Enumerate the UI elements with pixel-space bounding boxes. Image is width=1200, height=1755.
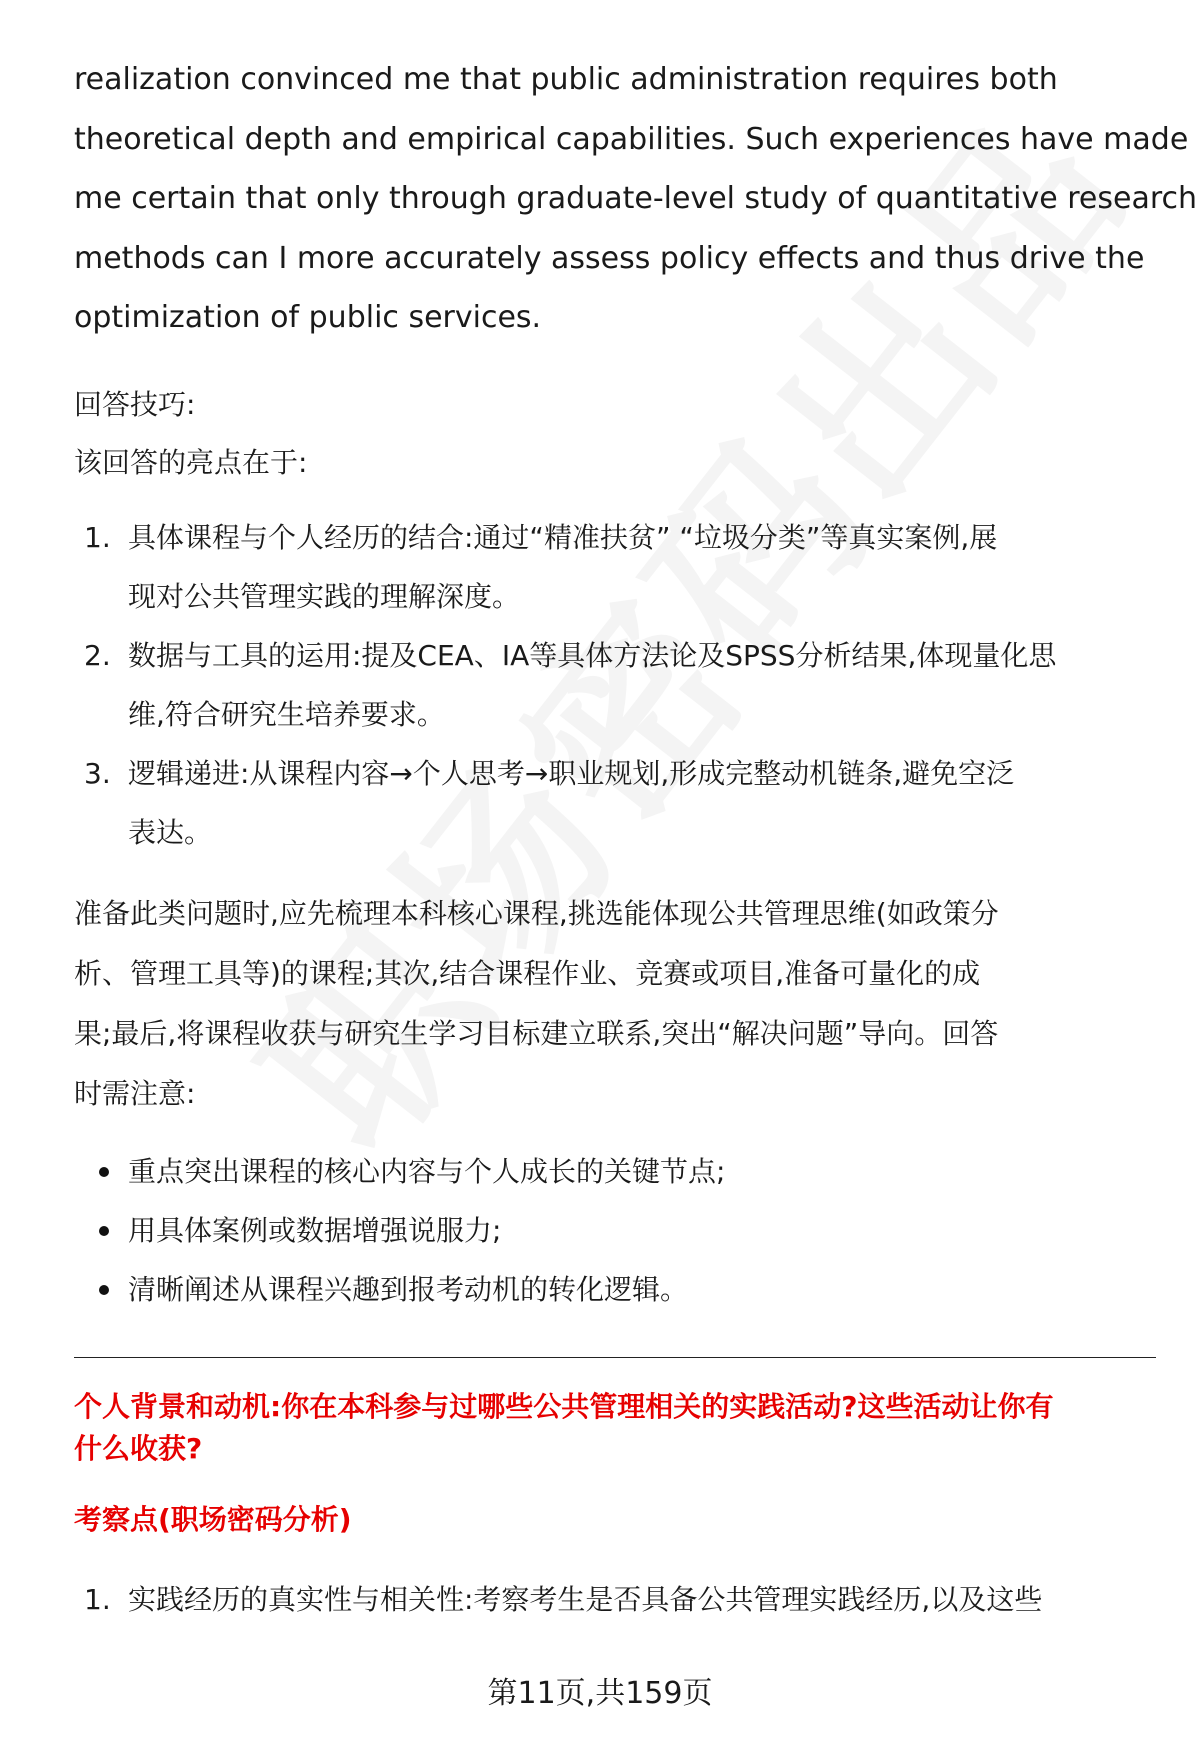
list-number: 1.	[84, 520, 111, 554]
list-item-line: 数据与工具的运用:提及CEA、IA等具体方法论及SPSS分析结果,体现量化思	[128, 638, 1057, 672]
prep-line: 准备此类问题时,应先梳理本科核心课程,挑选能体现公共管理思维(如政策分	[74, 896, 999, 930]
note-text: 清晰阐述从课程兴趣到报考动机的转化逻辑。	[128, 1272, 689, 1306]
list-number: 3.	[84, 756, 111, 790]
section-subhead: 考察点(职场密码分析)	[74, 1502, 352, 1536]
list-item	[74, 744, 1154, 862]
highlights-label: 该回答的亮点在于:	[74, 445, 308, 479]
list-number: 2.	[84, 638, 111, 672]
list-item	[74, 508, 1154, 626]
highlights-list	[74, 508, 1154, 862]
list-item-line: 逻辑递进:从课程内容→个人思考→职业规划,形成完整动机链条,避免空泛	[128, 756, 1015, 790]
list-item	[74, 1142, 1154, 1201]
list-item-line: 现对公共管理实践的理解深度。	[128, 579, 521, 613]
list-item	[74, 626, 1154, 744]
page-footer: 第11页,共159页	[487, 1676, 713, 1711]
tips-label: 回答技巧:	[74, 387, 196, 421]
note-text: 重点突出课程的核心内容与个人成长的关键节点;	[128, 1154, 726, 1188]
prep-paragraph	[74, 884, 1154, 1124]
document-page	[74, 50, 1198, 1622]
section-divider	[74, 1357, 1156, 1358]
bullet-icon	[99, 1167, 109, 1177]
intro-line: theoretical depth and empirical capabilities. Such experiences have made	[74, 121, 1189, 157]
list-item-text: 实践经历的真实性与相关性:考察考生是否具备公共管理实践经历,以及这些	[128, 1582, 1043, 1616]
intro-line: optimization of public services.	[74, 300, 542, 335]
list-item	[74, 1578, 1154, 1622]
question-line: 个人背景和动机:你在本科参与过哪些公共管理相关的实践活动?这些活动让你有	[74, 1389, 1054, 1423]
bullet-icon	[99, 1285, 109, 1295]
prep-line: 析、管理工具等)的课程;其次,结合课程作业、竞赛或项目,准备可量化的成	[74, 956, 981, 990]
intro-line: methods can I more accurately assess policy effects and thus drive the	[74, 240, 1145, 276]
list-item	[74, 1201, 1154, 1260]
list-item-line: 表达。	[128, 815, 213, 849]
list-number: 1.	[84, 1582, 111, 1616]
intro-paragraph	[74, 50, 1198, 348]
tips-block	[74, 376, 1154, 492]
question-heading	[74, 1386, 1154, 1470]
prep-line: 时需注意:	[74, 1076, 196, 1110]
list-item-line: 维,符合研究生培养要求。	[128, 697, 445, 731]
question-line: 什么收获?	[74, 1431, 203, 1465]
list-item-line: 具体课程与个人经历的结合:通过“精准扶贫” “垃圾分类”等真实案例,展	[128, 520, 998, 554]
check-list	[74, 1578, 1154, 1622]
intro-line: realization convinced me that public administration requires both	[74, 62, 1058, 97]
list-item	[74, 1260, 1154, 1319]
intro-line: me certain that only through graduate-level study of quantitative research	[74, 181, 1198, 216]
bullet-icon	[99, 1226, 109, 1236]
notes-list	[74, 1142, 1154, 1319]
note-text: 用具体案例或数据增强说服力;	[128, 1213, 502, 1247]
prep-line: 果;最后,将课程收获与研究生学习目标建立联系,突出“解决问题”导向。回答	[74, 1016, 999, 1050]
